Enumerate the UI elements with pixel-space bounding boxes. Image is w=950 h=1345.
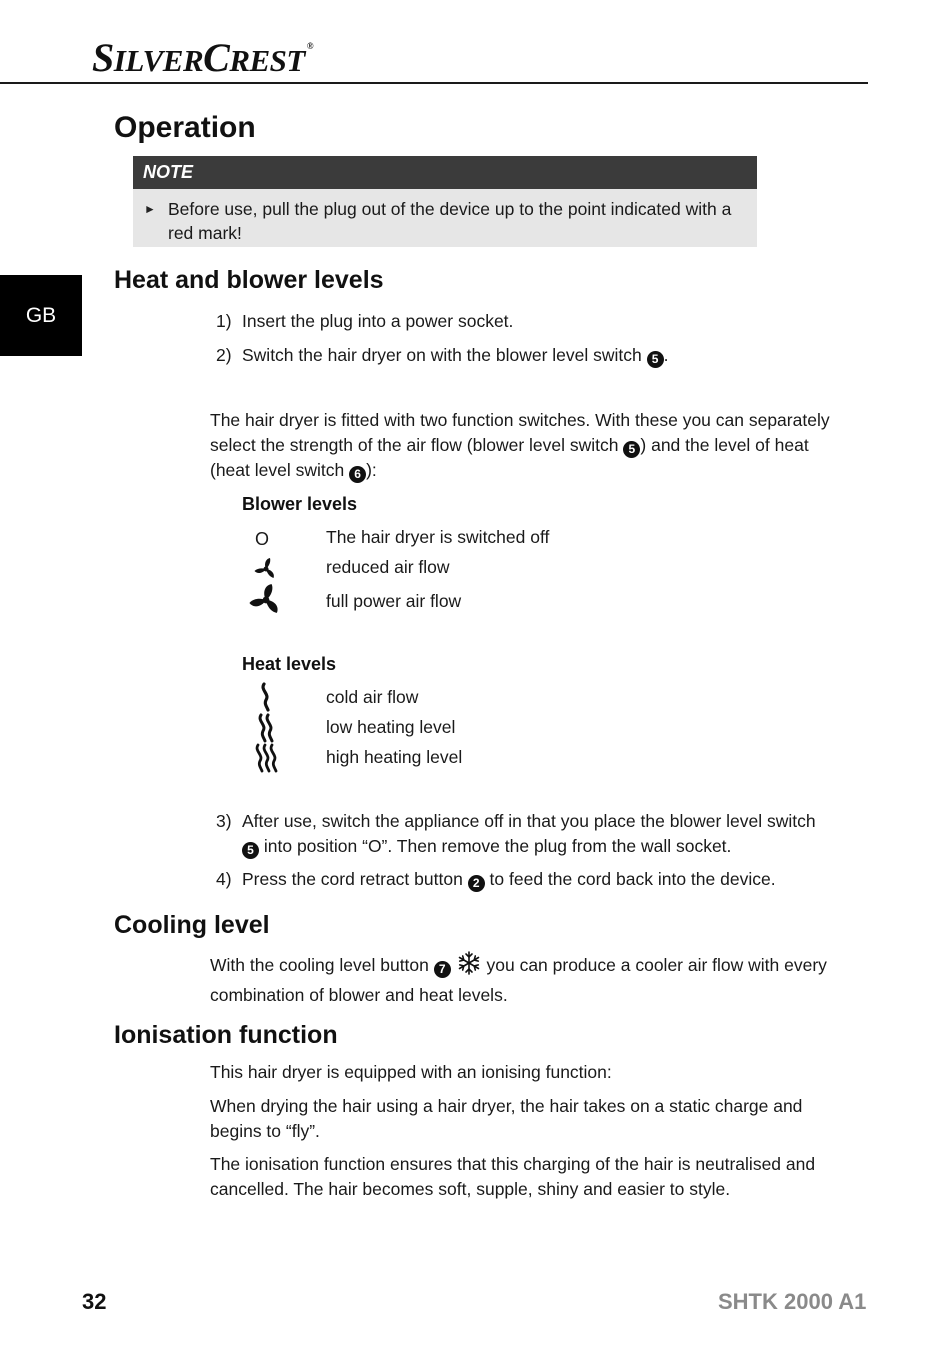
header-divider	[0, 82, 868, 84]
fan-large-icon	[246, 583, 286, 617]
note-box	[133, 156, 757, 247]
heat-level-low-text: low heating level	[326, 717, 456, 737]
note-body	[133, 189, 757, 245]
heat-1-wave-icon	[246, 680, 286, 714]
section-title-heat-blower: Heat and blower levels	[114, 266, 384, 294]
function-switches-paragraph: The hair dryer is fitted with two function switches. With these you can separately select the strength of the air flow (blower level switch 5 ) and the level of heat (heat level switch 6 ):	[210, 410, 830, 481]
blower-levels-title: Blower levels	[242, 494, 358, 514]
note-label: NOTE	[133, 156, 757, 189]
ref-number-badge: 5	[242, 842, 259, 859]
ref-number-badge: 5	[647, 351, 664, 368]
step-number: 4)	[216, 869, 232, 889]
blower-level-reduced-text: reduced air flow	[326, 557, 450, 577]
blower-level-off-text: The hair dryer is switched off	[326, 527, 550, 547]
bullet-arrow-icon: ►	[144, 202, 156, 216]
step-number: 3)	[216, 811, 232, 831]
page-number: 32	[82, 1289, 107, 1314]
ref-number-badge: 5	[623, 441, 640, 458]
off-circle-icon: O	[254, 528, 269, 549]
model-number: SHTK 2000 A1	[718, 1289, 867, 1314]
list-item-step-4	[216, 867, 831, 892]
list-item-step-3	[216, 809, 831, 859]
heat-3-waves-icon	[246, 741, 286, 775]
heat-level-cold-text: cold air flow	[326, 687, 419, 707]
cooling-paragraph: With the cooling level button 7 you can produce a cooler air flow with every combination of blower and heat levels.	[210, 950, 835, 1007]
ionisation-paragraph-1: This hair dryer is equipped with an ionising function:	[210, 1062, 612, 1082]
ref-number-badge: 2	[468, 875, 485, 892]
blower-level-full-text: full power air flow	[326, 591, 462, 611]
snowflake-icon	[456, 950, 482, 983]
silvercrest-logo: SILVERCREST ®	[92, 35, 314, 80]
ionisation-paragraph-3: The ionisation function ensures that this charging of the hair is neutralised and cancelled. The hair becomes soft, supple, shiny and easier to style.	[210, 1154, 816, 1199]
step-number: 1)	[216, 311, 232, 331]
list-item-step-2	[216, 343, 831, 368]
list-item-step-1	[216, 309, 831, 334]
language-tab	[0, 275, 82, 356]
section-title-cooling: Cooling level	[114, 911, 270, 939]
note-text: Before use, pull the plug out of the device up to the point indicated with a red mark!	[168, 199, 732, 243]
heat-level-high-text: high heating level	[326, 747, 463, 767]
section-title-operation: Operation	[114, 111, 256, 144]
language-tab-label: GB	[25, 303, 57, 327]
ionisation-paragraph-2: When drying the hair using a hair dryer, the hair takes on a static charge and begins to “fly”.	[210, 1096, 803, 1141]
fan-small-icon	[246, 552, 286, 586]
heat-levels-title: Heat levels	[242, 654, 337, 674]
section-title-ionisation: Ionisation function	[114, 1021, 338, 1049]
ref-number-badge: 7	[434, 961, 451, 978]
step-text: Press the cord retract button 2 to feed the cord back into the device.	[242, 869, 776, 890]
ref-number-badge: 6	[349, 466, 366, 483]
step-text: Insert the plug into a power socket.	[242, 311, 514, 331]
step-text: Switch the hair dryer on with the blower level switch 5 .	[242, 345, 669, 366]
heat-2-waves-icon	[246, 711, 286, 745]
step-number: 2)	[216, 345, 232, 365]
step-text: After use, switch the appliance off in that you place the blower level switch 5 into position “O”. Then remove the plug from the wall socket.	[242, 811, 816, 857]
